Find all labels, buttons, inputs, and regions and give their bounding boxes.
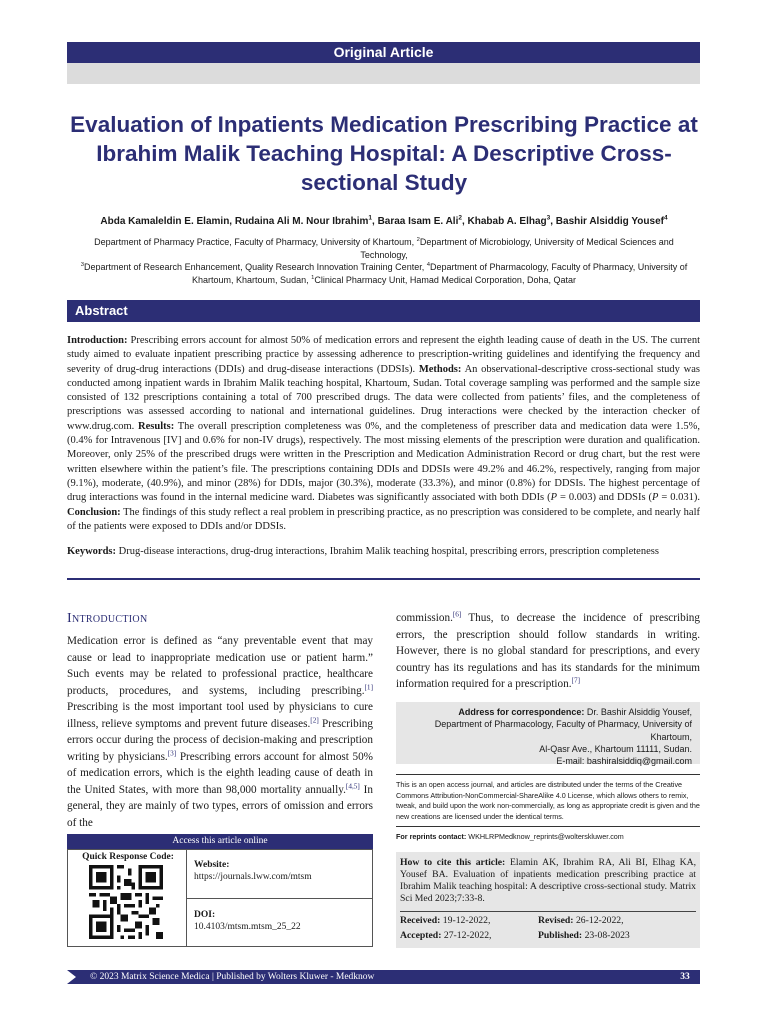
qr-code-icon[interactable] [89,864,163,940]
introduction-heading: Introduction [67,611,148,626]
affiliation-sup: 3 [80,262,85,268]
abstract-conclusion-label: Conclusion: [67,506,121,518]
keywords [67,545,700,559]
license-text: This is an open access journal, and articles are distributed under the terms of the Creative Commons Attribution-NonCommercial-ShareAlike 4.0 License, which allows others to remix, tweak, and build upon the work non-commercially, as long as appropriate credit is given and the new creations are licensed under the identical terms. [396,780,700,821]
p-value-symbol: P [652,492,659,504]
license-divider-top [396,774,700,775]
qr-label: Quick Response Code: [82,852,174,862]
correspondence-line: Department of Pharmacology, Faculty of Pharmacy, University of Khartoum, [434,719,692,742]
citation-link[interactable]: [2] [310,715,319,724]
website-link[interactable]: https://journals.lww.com/mtsm [194,872,312,882]
abstract-body [67,334,700,534]
reprints-email[interactable]: WKHLRPMedknow_reprints@wolterskluwer.com [466,832,624,841]
affiliation-sup: 4 [426,262,430,268]
intro-text: commission. [396,612,453,624]
author-sup: 3 [546,214,551,222]
citation-label: How to cite this article: [400,857,506,868]
access-online-band: Access this article online [67,834,373,849]
intro-text: Prescribing is the most important tool used by physicians to cure illness, relieve symptoms and prevent future diseases. [67,701,373,730]
accepted-date: 27-12-2022, [441,930,492,941]
correspondence-name: Dr. Bashir Alsiddig Yousef, [584,707,692,717]
intro-text: In general, they are mainly of two types, errors of omission and errors of the [67,783,373,829]
abstract-intro: Prescribing errors account for almost 50% of medication errors and represent the eighth leading cause of death in the US. The current study aimed to evaluate inpatient prescribing practice by assessing adherence to prescription-writing guidelines and identifying the frequency and severity of drug-drug interactions (DDIs) and drug-disease interactions (DDSIs). [67,335,700,375]
keywords-label: Keywords: [67,546,116,557]
citation-text [400,857,696,942]
article-title: Evaluation of Inpatients Medication Prescribing Practice at Ibrahim Malik Teaching Hospital: A Descriptive Cross-sectional Study [70,112,698,195]
abstract-heading: Abstract [75,303,128,318]
abstract-intro-label: Introduction: [67,335,128,346]
affiliation-text: Department of Research Enhancement, Quality Research Innovation Training Center, [84,262,427,272]
doi-link[interactable]: 10.4103/mtsm.mtsm_25_22 [194,922,301,932]
footer-copyright: © 2023 Matrix Science Medica | Published by Wolters Kluwer - Medknow [90,972,375,982]
dates-row [400,915,696,927]
doi-label: DOI: [194,910,216,920]
intro-text: Medication error is defined as “any preventable event that may cause or lead to inappropriate medication use or patient harm.” Such events may be related to professional practice, healthcare products, procedures, and systems, including prescribing. [67,635,373,697]
reprints-label: For reprints contact: [396,832,467,841]
dates-row [400,930,696,942]
abstract-conclusion: The findings of this study reflect a real problem in prescribing practice, as no prescription was considered to be complete, and nearly half of the patients were exposed to DDIs and/or DDSIs. [67,506,700,532]
correspondence-label: Address for correspondence: [458,707,585,717]
introduction-left-column [67,633,373,831]
affiliation-text: Department of Microbiology, University of Medical Sciences and Technology, [360,237,674,260]
abstract-results-label: Results: [138,420,175,432]
received-label: Received: [400,915,441,926]
article-type-band: Original Article [67,42,700,63]
citation-body: Elamin AK, Ibrahim RA, Ali BI, Elhag KA, Yousef BA. Evaluation of inpatients medication prescribing practice at Ibrahim Malik teaching hospital: A descriptive cross-sectional study. Matrix Sci Med 2023;7:33-8. [400,857,696,904]
keywords-divider [67,578,700,580]
p-value-symbol: P [550,492,558,504]
abstract-results-cont: = 0.031). [658,492,701,504]
author-sup: 4 [663,214,668,222]
affiliation-sup: 2 [416,237,420,243]
citation-link[interactable]: [6] [452,610,462,619]
intro-text: Prescribing errors occur during the process of decision-making and prescription writing by physicians. [67,717,373,763]
affiliation-text: Clinical Pharmacy Unit, Hamad Medical Corporation, Doha, Qatar [314,274,576,285]
affiliations [70,236,698,286]
access-divider [186,898,373,899]
affiliation-text: Department of Pharmacy Practice, Faculty of Pharmacy, University of Khartoum, [94,237,417,247]
keywords-text: Drug-disease interactions, drug-drug interactions, Ibrahim Malik teaching hospital, prescribing errors, prescription completeness [116,546,659,557]
author-text: , Khabab A. Elhag [461,216,547,227]
intro-text: Prescribing errors account for almost 50% of medication errors, which is the eighth leading cause of death in the United States, with more than 98,000 mortality annually. [67,750,373,796]
affiliation-text: Department of Pharmacology, Faculty of Pharmacy, University of Khartoum, Khartoum, Sudan, [192,262,688,285]
introduction-right-column [396,610,700,693]
abstract-results: The overall prescription completeness was 0%, and the completeness of prescriber data and medication data were 1.5%, (0.4% for Intravenous [IV] and 0.6% for non-IV drugs), respectively. The most missing elements of the prescription were duration and qualification. Moreover, only 25% of the prescribed drugs were written in the Prescription and Medication Administration Record or drug chart, but the rest were written elsewhere within the patient’s file. The prescriptions containing DDIs and DDSIs were 49.2% and 46.2%, respectively, ranging from major (9.1%), moderate, (40.9%), and minor (28%) for DDIs, major (30.3%), moderate (33.3%), and minor (0.8%) for DDSIs. The highest percentage of drug interactions was found in the internal medicine ward. Diabetes was significantly associated with both DDIs ( [67,420,700,504]
page-number: 33 [680,972,690,982]
correspondence-text [400,706,692,767]
author-sup: 2 [458,214,462,222]
author-text: , Baraa Isam E. Ali [372,216,459,227]
author-sup: 1 [368,214,373,222]
citation-link[interactable]: [4,5] [345,781,360,790]
published-date: 23-08-2023 [582,930,630,941]
author-text: , Bashir Alsiddig Yousef [550,216,664,227]
reprints-contact [396,832,700,841]
citation-link[interactable]: [3] [167,748,177,757]
accepted-label: Accepted: [400,930,442,941]
revised-label: Revised: [538,915,574,926]
revised-date: 26-12-2022, [573,915,624,926]
abstract-methods: An observational-descriptive cross-sectional study was conducted among inpatient wards in Ibrahim Malik teaching hospital, Khartoum, Sudan. Total coverage sampling was performed and the sample size consisted of 132 prescriptions containing a total of 700 prescribed drugs. The data were collected from patients’ files, and the completeness of prescriptions was assessed according to national and international guidelines. Drug interactions were checked by the interaction checker of www.drug.com. [67,363,700,432]
affiliation-sup: 1 [311,274,315,281]
abstract-results-cont: = 0.003) and DDSIs ( [557,492,653,504]
footer-arrow-icon [67,970,76,984]
website-label: Website: [194,860,230,870]
correspondence-email[interactable]: E-mail: bashiralsiddiq@gmail.com [556,756,692,767]
header-gray-band [67,63,700,84]
citation-link[interactable]: [1] [364,682,373,691]
citation-link[interactable]: [7] [571,676,581,685]
citation-divider [400,911,696,912]
license-divider-bottom [396,826,700,827]
abstract-methods-label: Methods: [418,363,462,375]
received-date: 19-12-2022, [440,915,491,926]
author-text: Abda Kamaleldin E. Elamin, Rudaina Ali M. Nour Ibrahim [100,216,369,227]
author-list [70,216,698,227]
intro-text: Thus, to decrease the incidence of prescribing errors, the prescription should follow standards in writing. However, there is no global standard for prescriptions, and every country has its regulations and has its standards for the minimum information required for a prescription. [396,612,700,690]
published-label: Published: [538,930,583,941]
correspondence-line: Al-Qasr Ave., Khartoum 11111, Sudan. [539,743,692,754]
